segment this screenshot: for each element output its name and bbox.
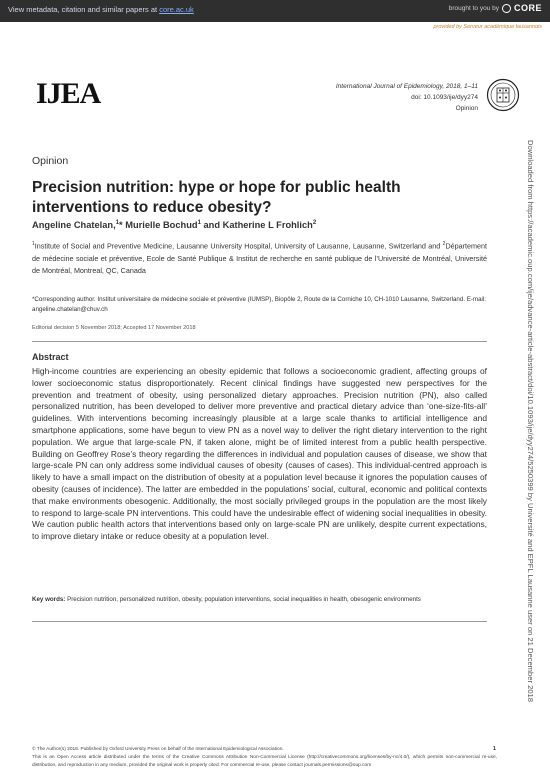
author-name[interactable]: Murielle Bochud [122,220,198,231]
provided-by[interactable]: provided by Serveur académique lausannois [433,24,542,30]
affiliation-marker: 1 [115,220,120,226]
divider [32,341,487,342]
corresponding-marker: * [119,220,123,231]
page-number: 1 [492,746,496,752]
divider [32,621,487,622]
author-name[interactable]: and Katherine L Frohlich [200,220,313,231]
author-list [32,220,487,230]
copyright: © The Author(s) 2018. Published by Oxford University Press on behalf of the International Epidemiological Association. [32,747,284,752]
abstract-text: High-income countries are experiencing an obesity epidemic that follows a socioeconomic gradient, affecting groups of lower socioeconomic status disproportionately. Recent clinical findings have suggested new perspectives for the prevention and treatment of obesity, using personalized dietary approaches. Precision nutrition (PN), also called personalized nutrition, has been developed to deliver more preventive and practical dietary advice than ‘one-size-fits-all’ guidelines. With interventions becoming increasingly plausible at a large scale thanks to artificial intelligence and smartphone applications, some have begun to view PN as a novel way to deliver the right dietary intervention to the right population. We argue that large-scale PN, if taken alone, might be of limited interest from a public health perspective. Building on Geoffrey Rose’s theory regarding the differences in individual and population causes of disease, we show that large-scale PN can only address some individual causes of obesity (causes of cases). This individual-centred approach is likely to have a small impact on the distribution of obesity at a population level because it ignores the population causes of obesity (causes of incidence). The latter are embedded in the populations’ social, cultural, economic and political contexts that make environments obesogenic. Additionally, the most socially privileged groups in the population are the most likely to respond to large-scale PN interventions. This could have the undesirable effect of widening social inequalities in obesity. We caution public health actors that interventions based only on large-scale PN are unlikely, despite current expectations, to improve dietary intake or reduce obesity at a population level. [32,366,487,542]
affiliation-marker: 1 [32,241,35,247]
core-metadata-text [8,5,194,14]
download-watermark [524,140,536,740]
editorial-dates: Editorial decision 5 November 2018; Accepted 17 November 2018 [32,325,196,331]
keywords [32,595,487,605]
journal-name: International Journal of Epidemiology, 2018, 1–11 [335,83,478,90]
license-footer [32,746,497,770]
article-type: Opinion [455,105,478,112]
affiliations [32,238,487,277]
brought-by [449,3,542,13]
corresponding-author: *Corresponding author. Institut universitaire de médecine sociale et préventive (IUMSP), Biopôle 2, Route de la Corniche 10, CH-1010 Lausanne, Switzerland. E-mail: angeline.chatelan@chuv.ch [32,296,486,313]
journal-info [336,81,478,114]
core-banner [0,0,550,22]
doi[interactable]: doi: 10.1093/ije/dyy274 [411,94,478,101]
affiliation-text: Institute of Social and Preventive Medicine, Lausanne University Hospital, University of Lausanne, Lausanne, Switzerland and [34,241,443,251]
download-watermark-text: Downloaded from https://academic.oup.com/ije/advance-article-abstract/doi/10.1093/ije/dyy274/5250399 by Université and EPFL Lausanne user on 21 December 2018 [526,140,535,702]
university-seal-icon [486,78,520,112]
abstract-heading: Abstract [32,352,69,362]
brought-by-text: brought to you by [448,4,499,12]
core-logo-icon [502,4,511,13]
article-title: Precision nutrition: hype or hope for public health interventions to reduce obesity? [32,179,401,216]
affiliation-marker: 2 [442,241,446,247]
keywords-label: Key words: [32,596,66,603]
license-text: This is an Open Access article distributed under the terms of the Creative Commons Attribution Non-Commercial License (http://creativecommons.org/licenses/by-nc/4.0/), which permits non-commercial re-use, distribution, and reproduction in any medium, provided the original work is properly cited. For commercial re-use, please contact journals.permissions@oup.com [32,755,497,768]
affiliation-marker: 1 [197,220,201,226]
keywords-text: Precision nutrition, personalized nutrition, obesity, population interventions, social inequalities in health, obesogenic environments [65,596,421,603]
ijea-logo: IJEA [36,77,101,110]
affiliation-text: Département de médecine sociale et préventive, Ecole de Santé Publique & Institut de recherche en santé publique de l’Université de Montréal, Université de Montréal, Montreal, QC, Canada [32,241,487,275]
core-logo-text[interactable]: CORE [513,3,542,13]
affiliation-marker: 2 [312,220,317,226]
core-link[interactable]: core.ac.uk [159,5,194,14]
section-label: Opinion [32,155,69,167]
author-name[interactable]: Angeline Chatelan, [32,220,116,231]
metadata-prefix: View metadata, citation and similar papers at [8,5,160,14]
